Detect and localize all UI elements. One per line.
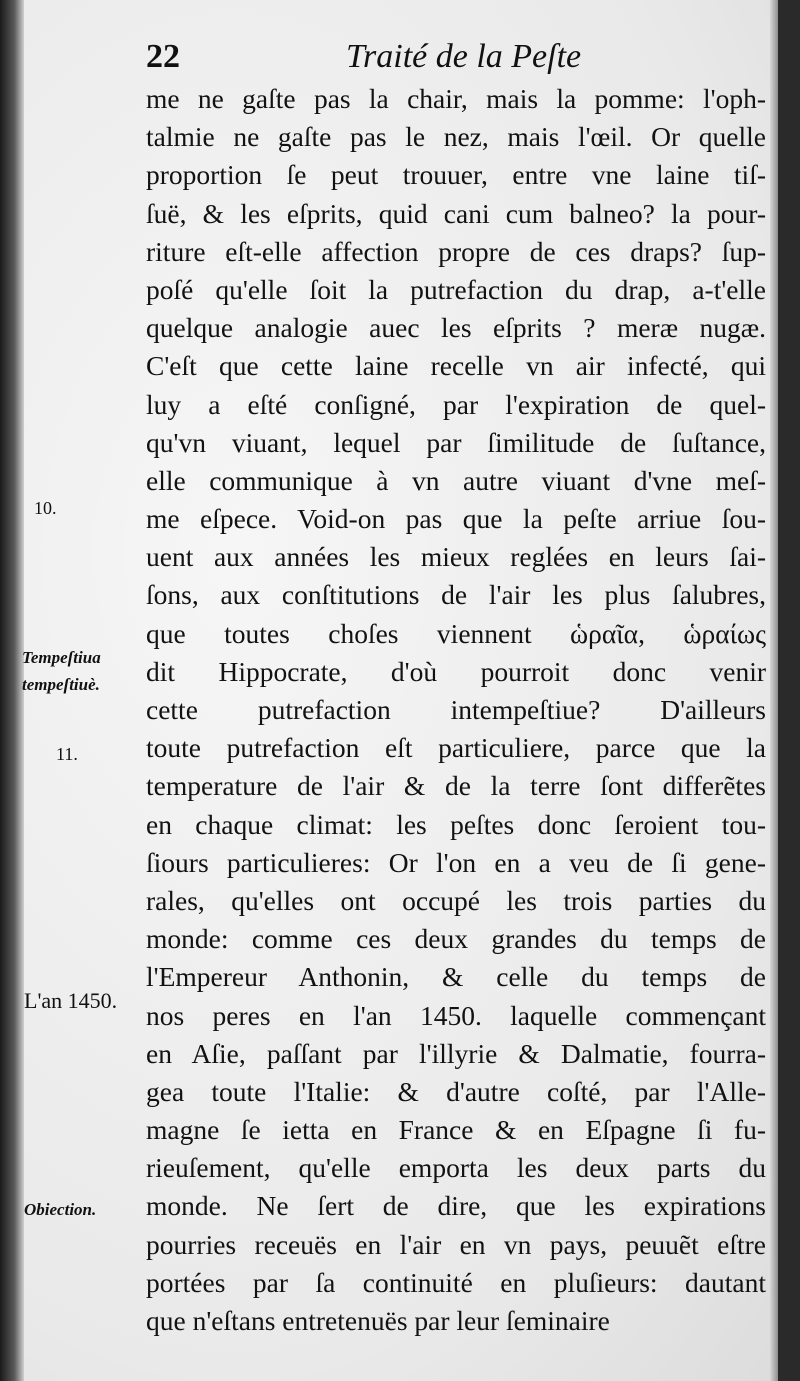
text-line: que toutes choſes viennent ὡραῖα, ὡραίως [146, 617, 766, 649]
text-line: temperature de l'air & de la terre ſont differẽtes [146, 770, 766, 802]
text-line: ſons, aux conſtitutions de l'air les plus ſalubres, [146, 579, 766, 611]
text-line: dit Hippocrate, d'où pourroit donc venir [146, 655, 766, 687]
running-title: Traité de la Peſte [346, 38, 582, 75]
text-line: magne ſe ietta en France & en Eſpagne ſi fu- [146, 1114, 766, 1146]
text-line: nos peres en l'an 1450. laquelle commençant [146, 999, 766, 1031]
margin-note-year: L'an 1450. [24, 988, 118, 1013]
margin-note-11: 11. [56, 744, 78, 764]
text-line: elle communique à vn autre viuant d'vne meſ- [146, 464, 766, 496]
text-line: quelque analogie auec les eſprits ? meræ nugæ. [146, 312, 766, 344]
body-text [146, 80, 766, 1340]
text-line: cette putrefaction intempeſtiue? D'ailleurs [146, 694, 766, 725]
text-line: gea toute l'Italie: & d'autre coſté, par l'Alle- [146, 1075, 766, 1107]
running-head [146, 38, 766, 82]
text-line: uent aux années les mieux reglées en leurs ſai- [146, 541, 766, 573]
text-line: portées par ſa continuité en pluſieurs: dautant [146, 1266, 766, 1298]
text-line: monde. Ne ſert de dire, que les expirations [146, 1190, 766, 1222]
page-gutter-shadow [0, 0, 24, 1381]
text-line: poſé qu'elle ſoit la putrefaction du drap, a-t'elle [146, 273, 766, 305]
text-line: talmie ne gaſte pas le nez, mais l'œil. Or quelle [146, 121, 766, 153]
text-line: me ne gaſte pas la chair, mais la pomme: l'oph- [146, 83, 766, 114]
text-line: C'eſt que cette laine recelle vn air infecté, qui [146, 350, 766, 382]
text-line: qu'vn viuant, lequel par ſimilitude de ſuſtance, [146, 426, 766, 458]
margin-note-tempestiua: Tempeſtiua [22, 648, 101, 667]
margin-note-10: 10. [34, 498, 57, 518]
text-line: riture eſt-elle affection propre de ces draps? ſup- [146, 235, 766, 267]
text-line: rales, qu'elles ont occupé les trois parties du [146, 884, 766, 916]
text-line: ſuë, & les eſprits, quid cani cum balneo? la pour- [146, 197, 766, 229]
text-line: rieuſement, qu'elle emporta les deux parts du [146, 1152, 766, 1184]
text-line: luy a eſté conſigné, par l'expiration de quel- [146, 388, 766, 420]
text-line: l'Empereur Anthonin, & celle du temps de [146, 961, 766, 993]
page-edge-shadow [770, 0, 778, 1381]
text-line: en Aſie, paſſant par l'illyrie & Dalmatie, fourra- [146, 1037, 766, 1069]
text-line: en chaque climat: les peſtes donc ſeroient tou- [146, 808, 766, 840]
page-number: 22 [146, 38, 180, 75]
text-line: pourries receuës en l'air en vn pays, peuuẽt eſtre [146, 1228, 766, 1260]
text-line: monde: comme ces deux grandes du temps de [146, 923, 766, 955]
margin-note-tempestiue: tempeſtiuè. [22, 675, 100, 694]
text-line: proportion ſe peut trouuer, entre vne laine tiſ- [146, 159, 766, 191]
text-line: me eſpece. Void-on pas que la peſte arriue ſou- [146, 503, 766, 535]
text-line: ſiours particulieres: Or l'on en a veu de ſi gene- [146, 846, 766, 878]
margin-note-objection: Obiection. [24, 1200, 97, 1219]
text-line: que n'eſtans entretenuës par leur ſeminaire [146, 1305, 610, 1336]
text-line: toute putrefaction eſt particuliere, parce que la [146, 732, 766, 764]
